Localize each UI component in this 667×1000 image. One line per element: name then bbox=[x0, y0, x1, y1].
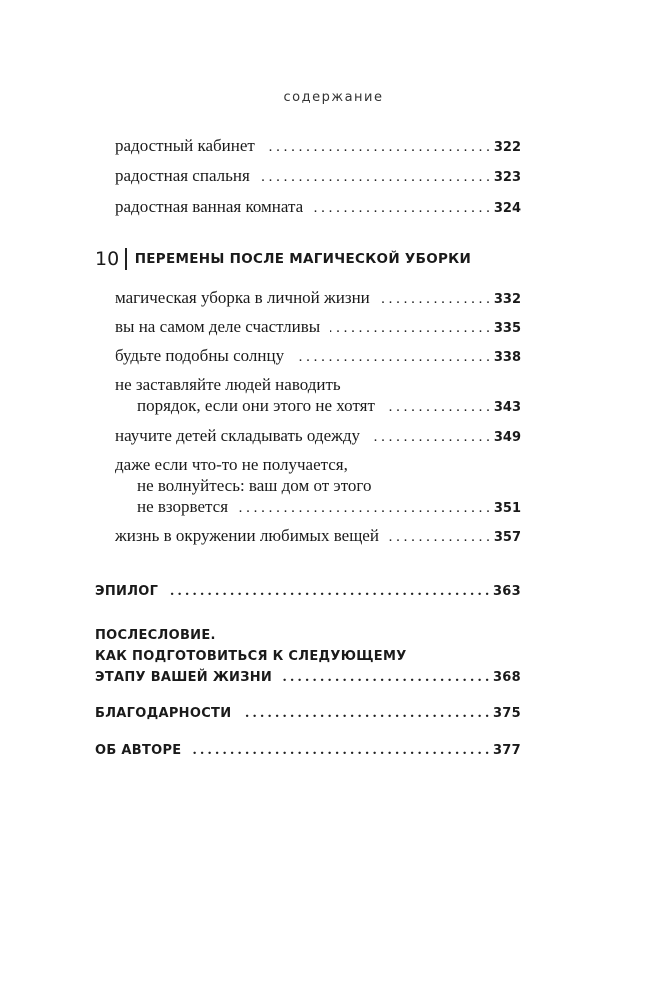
page-number: 332 bbox=[493, 292, 521, 307]
toc-entry[interactable] bbox=[115, 374, 521, 416]
dot-leader bbox=[265, 137, 490, 158]
page-number: 324 bbox=[493, 201, 521, 216]
toc-entry[interactable] bbox=[115, 345, 521, 366]
divider bbox=[125, 248, 127, 270]
page-number: 368 bbox=[492, 670, 521, 685]
entry-title-line: ПОСЛЕСЛОВИЕ. bbox=[95, 628, 216, 643]
page-number: 343 bbox=[493, 400, 521, 415]
toc-entry-about-author[interactable] bbox=[95, 740, 521, 761]
toc-entry[interactable] bbox=[115, 316, 521, 337]
dot-leader bbox=[385, 397, 490, 418]
dot-leader bbox=[294, 347, 490, 368]
page-number: 375 bbox=[492, 706, 521, 721]
entry-title: магическая уборка в личной жизни bbox=[115, 288, 370, 307]
page-number: 322 bbox=[493, 140, 521, 155]
page-header: содержание bbox=[283, 90, 384, 105]
dot-leader bbox=[380, 289, 490, 310]
page-number: 377 bbox=[492, 743, 521, 758]
page-number: 351 bbox=[493, 501, 521, 516]
entry-title: радостный кабинет bbox=[115, 136, 255, 155]
entry-title: научите детей складывать одежду bbox=[115, 426, 361, 445]
dot-leader bbox=[313, 198, 490, 219]
toc-entry-epilogue[interactable] bbox=[95, 581, 521, 602]
entry-title-line: порядок, если они этого не хотят bbox=[137, 396, 375, 415]
entry-title-line: не волнуйтесь: ваш дом от этого bbox=[137, 476, 372, 495]
toc-entry[interactable] bbox=[115, 135, 521, 156]
dot-leader bbox=[370, 427, 490, 448]
toc-entry-afterword[interactable] bbox=[95, 625, 521, 688]
toc-entry-acknowledgements[interactable] bbox=[95, 703, 521, 724]
dot-leader bbox=[238, 498, 490, 519]
entry-title: вы на самом деле счастливы bbox=[115, 317, 321, 336]
page-number: 338 bbox=[493, 350, 521, 365]
entry-title-line: не заставляйте людей наводить bbox=[115, 375, 341, 394]
page-number: 363 bbox=[492, 584, 521, 599]
page-number: 349 bbox=[493, 430, 521, 445]
entry-title: ЭПИЛОГ bbox=[95, 584, 159, 599]
dot-leader bbox=[330, 318, 490, 339]
chapter-number: 10 bbox=[95, 248, 120, 270]
entry-title: жизнь в окружении любимых вещей bbox=[115, 526, 379, 545]
entry-title: будьте подобны солнцу bbox=[115, 346, 285, 365]
entry-title: БЛАГОДАРНОСТИ bbox=[95, 706, 232, 721]
page-number: 323 bbox=[493, 170, 521, 185]
page-number: 335 bbox=[493, 321, 521, 336]
entry-title: радостная спальня bbox=[115, 166, 250, 185]
toc-entry[interactable] bbox=[115, 165, 521, 186]
dot-leader bbox=[260, 167, 490, 188]
entry-title: радостная ванная комната bbox=[115, 197, 304, 216]
dot-leader bbox=[241, 703, 489, 724]
page-number: 357 bbox=[493, 530, 521, 545]
dot-leader bbox=[168, 581, 489, 602]
entry-title-line: даже если что-то не получается, bbox=[115, 455, 348, 474]
entry-title-line: не взорвется bbox=[137, 497, 229, 516]
chapter-heading[interactable] bbox=[95, 248, 471, 270]
toc-entry[interactable] bbox=[115, 425, 521, 446]
toc-entry[interactable] bbox=[115, 525, 521, 546]
entry-title-line: КАК ПОДГОТОВИТЬСЯ К СЛЕДУЮЩЕМУ bbox=[95, 649, 407, 664]
dot-leader bbox=[389, 527, 490, 548]
toc-entry[interactable] bbox=[115, 287, 521, 308]
dot-leader bbox=[282, 667, 489, 688]
chapter-title: ПЕРЕМЕНЫ ПОСЛЕ МАГИЧЕСКОЙ УБОРКИ bbox=[134, 251, 472, 267]
toc-entry[interactable] bbox=[115, 454, 521, 517]
entry-title-line: ЭТАПУ ВАШЕЙ ЖИЗНИ bbox=[95, 670, 273, 685]
dot-leader bbox=[191, 740, 488, 761]
toc-entry[interactable] bbox=[115, 196, 521, 217]
entry-title: ОБ АВТОРЕ bbox=[95, 743, 182, 758]
